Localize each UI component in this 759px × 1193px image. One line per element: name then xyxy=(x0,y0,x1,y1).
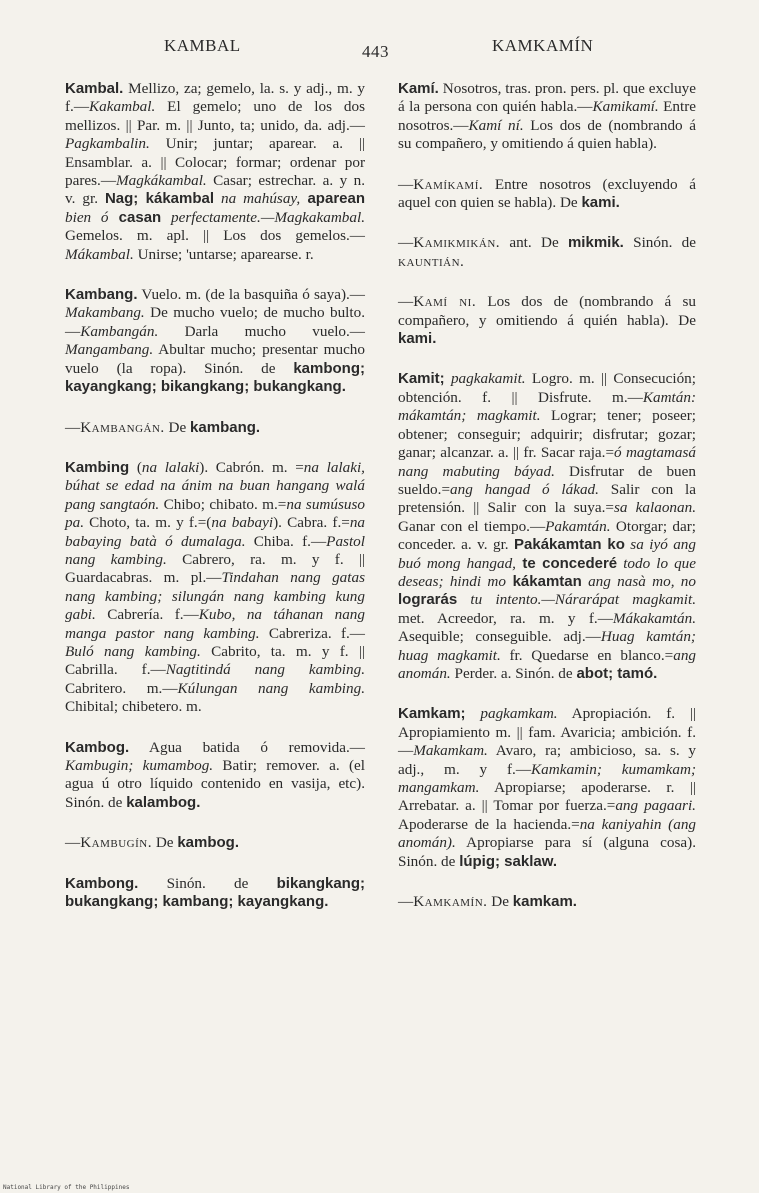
entry-text-segment: Sinón. de xyxy=(623,234,696,252)
entry-text-segment: Mangambang. xyxy=(65,341,154,359)
right-column xyxy=(398,80,696,933)
entry-text-segment: todo lo que deseas; hindi mo xyxy=(398,554,696,590)
entry-text-segment: kalambog. xyxy=(126,793,201,811)
entry-text-segment: Nosotros, tras. pron. pers. pl. que excluye á la persona con quién habla.— xyxy=(398,80,696,116)
entry-text-segment: Unir; juntar; aparear. a. || Ensamblar. a. || Colocar; formar; ordenar por pares.— xyxy=(65,135,365,190)
entry-text-segment: Nag; kákambal xyxy=(104,190,215,208)
entry-text-segment: — xyxy=(398,175,414,193)
entry-text-segment: Avaro, ra; ambicioso, sa. s. y adj., m. y f.— xyxy=(398,742,696,778)
entry-text-segment: lúpig; saklaw. xyxy=(459,852,557,870)
entry-text-segment: Cabrito, ta. m. y f. || Cabrilla. f.— xyxy=(65,642,365,679)
entry-text-segment: Cabrero, ra. m. y f. || Guardacabras. m. pl.— xyxy=(65,550,365,587)
entry-text-segment: Kambugin; kumambog. xyxy=(65,757,214,774)
entry-text-segment: kami. xyxy=(398,330,437,348)
entry-text-segment: Makambang. xyxy=(65,304,145,322)
dictionary-subentry xyxy=(65,419,365,437)
dictionary-subentry xyxy=(398,293,696,348)
entry-text-segment: ó magtamasá nang mabuting báyad. xyxy=(398,444,696,480)
dictionary-entry xyxy=(65,80,365,264)
dictionary-entry xyxy=(65,459,365,717)
dictionary-subentry xyxy=(398,893,696,911)
dictionary-entry xyxy=(65,875,365,912)
library-footer: National Library of the Philippines xyxy=(3,1184,130,1191)
entry-text-segment: te concederé xyxy=(515,554,618,572)
entry-text-segment: pagkamkam. xyxy=(465,705,558,723)
entry-text-segment: kauntián. xyxy=(398,252,465,270)
entry-text-segment: Apropiarse para sí (alguna cosa). Sinón. de xyxy=(398,834,696,870)
entry-text-segment: Apropiarse; apoderarse. r. || Arrebatar. a. || Tomar por fuerza.= xyxy=(398,779,696,815)
dictionary-entry xyxy=(65,739,365,813)
entry-text-segment: na lalaki, búhat se edad na ánim na buan hangang walá pang sangtaón. xyxy=(65,458,365,513)
entry-text-segment: kákamtan xyxy=(505,572,582,590)
entry-text-segment: Cabritero. m.— xyxy=(65,679,178,697)
entry-text-segment: kambang. xyxy=(190,418,261,436)
entry-text-segment: aparean xyxy=(300,190,366,208)
entry-text-segment: Magkákambal. xyxy=(116,172,207,190)
entry-text-segment: Asequible; conseguible. adj.— xyxy=(398,628,601,646)
entry-text-segment: Gemelos. m. apl. || Los dos gemelos.— xyxy=(65,227,365,245)
entry-text-segment: Entre nosotros.— xyxy=(398,98,696,134)
entry-text-segment: Lograr; tener; poseer; obtener; conseguir; adquirir; disfrutar; gozar; ganar; alcanzar. a. || fr. Sacar raja.= xyxy=(398,407,696,462)
entry-text-segment: — xyxy=(398,293,414,311)
entry-text-segment: Los dos de (nombrando á su compañero, y omitiendo á quién habla). De xyxy=(398,293,696,329)
entry-text-segment: sa iyó ang buó mong hangad, xyxy=(398,536,696,572)
entry-headword: Kambong. xyxy=(65,874,139,892)
entry-text-segment: Ganar con el tiempo.— xyxy=(398,517,546,535)
entry-text-segment: casan xyxy=(108,208,162,226)
entry-text-segment: tu intento.—Nárarápat magkamit. xyxy=(457,591,696,609)
entry-text-segment: ang hangad ó lákad. xyxy=(450,480,599,498)
entry-text-segment: Kamí ni. xyxy=(413,293,477,311)
entry-headword: Kamit; xyxy=(398,370,445,388)
dictionary-subentry xyxy=(398,234,696,271)
entry-text-segment: Kamikamí. xyxy=(592,98,659,116)
entry-text-segment: Kambangán. xyxy=(80,322,159,340)
entry-text-segment: De xyxy=(487,893,513,911)
dictionary-entry xyxy=(65,286,365,396)
dictionary-subentry xyxy=(65,834,365,852)
entry-text-segment: Apropiación. f. || Apropiamiento m. || fam. Avaricia; ambición. f.— xyxy=(398,705,697,760)
entry-text-segment: Kubo, na táhanan nang manga pastor nang kambing. xyxy=(65,606,365,642)
entry-text-segment: De xyxy=(152,834,178,852)
entry-text-segment: na mahúsay, xyxy=(214,190,301,208)
entry-text-segment: Pakamtán. xyxy=(545,517,611,535)
entry-text-segment: ant. De xyxy=(500,234,568,252)
entry-text-segment: Casar; estrechar. a. y n. v. gr. xyxy=(65,172,365,208)
entry-text-segment: — xyxy=(65,834,81,852)
entry-text-segment: Salir con la pretensión. || Salir con la suya.= xyxy=(398,480,696,517)
entry-text-segment: De xyxy=(164,418,191,436)
entry-headword: Kambang. xyxy=(65,286,138,304)
entry-text-segment: pagkakamit. xyxy=(444,370,526,388)
entry-text-segment: Mákakamtán. xyxy=(612,609,696,627)
entry-text-segment: — xyxy=(65,418,81,436)
dictionary-entry xyxy=(398,705,696,871)
entry-text-segment: na lalaki xyxy=(141,458,200,476)
entry-text-segment: Vuelo. m. (de la basquiña ó saya).— xyxy=(137,286,365,304)
entry-text-segment: Mákambal. xyxy=(65,245,134,263)
entry-text-segment: lograrás xyxy=(398,591,458,609)
entry-text-segment: Batir; remover. a. (el agua ú otro líquido contenido en vasija, etc). Sinón. de xyxy=(65,757,365,811)
entry-text-segment: El gemelo; uno de los dos mellizos. || Par. m. || Junto, ta; unido, da. adj.— xyxy=(65,98,365,134)
dictionary-entry xyxy=(398,80,696,154)
entry-text-segment: kambog. xyxy=(177,834,240,852)
entry-text-segment: Tindahan nang gatas nang kambing; silungán nang kambing kung gabi. xyxy=(65,569,365,624)
entry-text-segment: Darla mucho vuelo.— xyxy=(158,322,365,340)
entry-text-segment: na babayi xyxy=(211,514,274,532)
entry-text-segment: Sinón. de xyxy=(138,874,277,892)
entry-text-segment: Pastol nang kambing. xyxy=(65,532,365,568)
entry-text-segment: Kamkamín. xyxy=(413,893,488,911)
entry-text-segment: kambong; kayangkang; bikangkang; bukangkang. xyxy=(65,359,365,396)
entry-text-segment: Kamí ní. xyxy=(468,116,524,134)
entry-text-segment: kamkam. xyxy=(512,893,577,911)
entry-text-segment: abot; tamó. xyxy=(576,664,658,682)
entry-text-segment: Buló nang kambing. xyxy=(65,642,201,660)
entry-text-segment: Abultar mucho; presentar mucho vuelo (la ropa). Sinón. de xyxy=(65,341,365,377)
entry-text-segment: De mucho vuelo; de mucho bulto.— xyxy=(65,304,365,340)
entry-text-segment: Cabrería. f.— xyxy=(95,606,199,624)
entry-text-segment: Huag kamtán; huag magkamit. xyxy=(398,628,696,664)
entry-text-segment: Makamkam. xyxy=(413,742,488,760)
running-head-left: KAMBAL xyxy=(164,36,241,55)
entry-text-segment: sa kalaonan. xyxy=(613,499,697,517)
entry-text-segment: met. Acreedor, ra. m. y f.— xyxy=(398,609,613,627)
entry-text-segment: ang pagaari. xyxy=(615,797,696,815)
entry-text-segment: na kaniyahin (ang anomán). xyxy=(398,815,697,852)
entry-text-segment: Kamikmikán. xyxy=(413,234,501,252)
entry-text-segment: Entre nosotros (excluyendo á aquel con quien se habla). De xyxy=(398,175,696,212)
entry-text-segment: Nagtitindá nang kambing. xyxy=(165,661,366,679)
entry-text-segment: ang nasà mo, no xyxy=(581,572,696,590)
entry-text-segment: Mellizo, za; gemelo, la. s. y adj., m. y f.— xyxy=(65,80,365,116)
entry-text-segment: Otorgar; dar; conceder. a. v. gr. xyxy=(398,517,696,554)
dictionary-subentry xyxy=(398,176,696,213)
entry-text-segment: Los dos de (nombrando á su compañero, y omitiendo á quien habla). xyxy=(398,116,697,153)
entry-text-segment: Cabreriza. f.— xyxy=(259,624,365,642)
entry-text-segment: perfectamente.—Magkakambal. xyxy=(161,208,365,226)
entry-text-segment: Pagkambalin. xyxy=(65,135,150,153)
entry-text-segment: Kambugín. xyxy=(80,834,153,852)
entry-text-segment: — xyxy=(398,234,414,252)
entry-text-segment: — xyxy=(398,893,414,911)
entry-text-segment: bien ó xyxy=(65,208,109,226)
running-head-right: KAMKAMÍN xyxy=(492,36,594,55)
left-column xyxy=(65,80,365,933)
entry-text-segment: ). Cabrón. m. = xyxy=(199,458,304,476)
entry-text-segment: Kamíkamí. xyxy=(413,175,484,193)
entry-headword: Kamí. xyxy=(398,80,439,97)
dictionary-entry xyxy=(398,370,696,683)
entry-text-segment: fr. Quedarse en blanco.= xyxy=(500,646,674,664)
entry-text-segment: ( xyxy=(129,458,142,476)
entry-headword: Kambog. xyxy=(65,738,130,756)
entry-text-segment: Kamkamin; kumamkam; mangamkam. xyxy=(398,760,696,796)
entry-text-segment: Kakambal. xyxy=(89,98,156,116)
entry-headword: Kamkam; xyxy=(398,705,466,723)
entry-text-segment: Kúlungan nang kambing. xyxy=(177,679,366,697)
entry-text-segment: mikmik. xyxy=(567,234,624,252)
entry-text-segment: Disfrutar de buen sueldo.= xyxy=(398,462,696,498)
entry-headword: Kambal. xyxy=(65,80,124,97)
page-header xyxy=(60,36,700,66)
entry-text-segment: Chiba. f.— xyxy=(245,532,327,550)
entry-text-segment: Pakákamtan ko xyxy=(514,536,625,554)
entry-text-segment: Choto, ta. m. y f.=( xyxy=(83,514,212,532)
entry-text-segment: Agua batida ó removida.— xyxy=(129,738,365,756)
entry-text-segment: Chibital; chibetero. m. xyxy=(65,698,202,716)
entry-text-segment: na babaying batà ó dumalaga. xyxy=(65,514,365,550)
entry-text-segment: Unirse; 'untarse; aparearse. r. xyxy=(133,245,314,263)
entry-text-segment: Logro. m. || Consecución; obtención. f. || Disfrute. m.— xyxy=(398,370,696,406)
page-number: 443 xyxy=(362,42,389,61)
entry-text-segment: na sumúsuso pa. xyxy=(65,495,365,532)
entry-text-segment: kami. xyxy=(581,194,620,212)
entry-text-segment: Kamtán: mákamtán; magkamit. xyxy=(398,388,696,425)
entry-text-segment: ang anomán. xyxy=(398,646,696,682)
entry-text-segment: Kambangán. xyxy=(80,418,165,436)
entry-text-segment: bikangkang; bukangkang; kambang; kayangkang. xyxy=(65,874,365,911)
entry-text-segment: ). Cabra. f.= xyxy=(273,514,350,532)
entry-headword: Kambing xyxy=(65,458,130,476)
entry-text-segment: Chibo; chibato. m.= xyxy=(159,495,287,513)
entry-text-segment: Apoderarse de la hacienda.= xyxy=(398,815,580,833)
entry-text-segment: Perder. a. Sinón. de xyxy=(450,664,577,682)
